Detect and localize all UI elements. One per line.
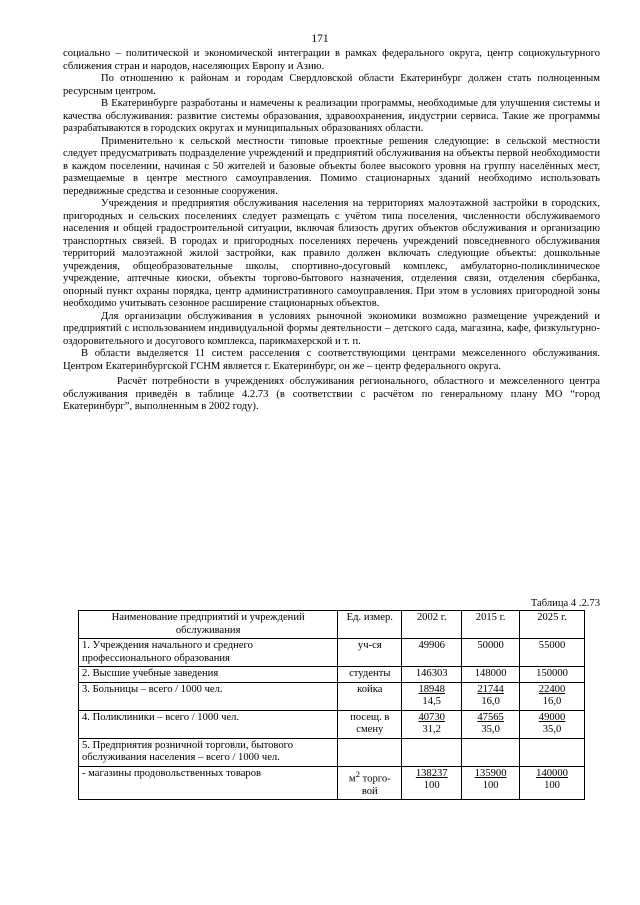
- value-total: 18948: [418, 683, 445, 695]
- header-2002: 2002 г.: [402, 611, 462, 639]
- unit-superscript: 2: [355, 768, 361, 779]
- value-2025: [520, 682, 585, 710]
- value-total: 140000: [536, 767, 568, 779]
- value-total: 135900: [474, 767, 507, 779]
- header-2025: 2025 г.: [520, 611, 585, 639]
- row-unit: [338, 738, 402, 766]
- value-2025: [520, 710, 585, 738]
- paragraph: В Екатеринбурге разработаны и намечены к реализации программы, необходимые для улучшения системы и качества обслуживания: развитие системы образования, здравоохранения, индустрии сервиса. Такие же программы разрабатываются в городских округах и муниципальных образованиях области.: [63, 98, 600, 134]
- unit-base: м: [348, 773, 356, 785]
- table-row: [79, 682, 585, 710]
- value-2002: 49906: [402, 639, 462, 667]
- row-unit: студенты: [338, 667, 402, 683]
- table-caption: Таблица 4 .2.73: [530, 598, 600, 609]
- row-name: 2. Высшие учебные заведения: [79, 667, 338, 683]
- value-2015: 148000: [462, 667, 520, 683]
- value-total: 49000: [538, 711, 566, 723]
- value-per-1000: 100: [482, 780, 499, 791]
- paragraph: Для организации обслуживания в условиях рыночной экономики возможно размещение учреждений и предприятий с использованием индивидуальной формы деятельности – детского сада, магазина, кафе, физкультурно-оздоровительного и досугового комплекса, парикмахерской и т. п.: [63, 310, 600, 347]
- paragraph: В области выделяется 11 систем расселения с соответствующими центрами межселенного обслуживания. Центром Екатеринбургской ГСНМ является г. Екатеринбург, он же – центр федерального округа.: [63, 348, 600, 372]
- value-per-1000: 35,0: [481, 724, 500, 735]
- value-per-1000: 16,0: [542, 696, 562, 707]
- value-per-1000: 35,0: [542, 724, 562, 735]
- paragraph: социально – политической и экономической интеграции в рамках федерального округа, центр социокультурного сближения стран и народов, населяющих Европу и Азию.: [63, 48, 600, 72]
- value-2025: 150000: [520, 667, 585, 683]
- row-name: 1. Учреждения начального и среднего профессионального образования: [79, 639, 338, 667]
- table-row: [79, 738, 585, 766]
- value-per-1000: 14,5: [422, 696, 441, 707]
- value-total: 40730: [418, 711, 445, 723]
- table-row: [79, 766, 585, 800]
- value-2025: [520, 766, 585, 800]
- table-row: [79, 667, 585, 683]
- paragraph: По отношению к районам и городам Свердловской области Екатеринбург должен стать полноценным ресурсным центром.: [63, 73, 600, 97]
- row-name: 5. Предприятия розничной торговли, бытового обслуживания населения – всего / 1000 чел.: [79, 738, 338, 766]
- unit-rest: торго-вой: [360, 773, 391, 797]
- row-unit: посещ. в смену: [338, 710, 402, 738]
- value-total: 21744: [477, 683, 504, 695]
- paragraph: Применительно к сельской местности типовые проектные решения следующие: в сельской местности следует предусматривать подразделение учреждений и предприятий обслуживания на объекты первой необходимости в каждом поселении, начиная с 50 жителей и базовые объекты более высокого уровня на группу населённых мест, размещаемые в центре местного самоуправления. Помимо стационарных зданий необходимо использовать передвижные средства и сезонные сооружения.: [63, 135, 600, 197]
- table-row: [79, 639, 585, 667]
- value-2002: [402, 682, 462, 710]
- header-unit: Ед. измер.: [338, 611, 402, 639]
- value-2002: [402, 710, 462, 738]
- value-2015: [462, 710, 520, 738]
- value-2002: 146303: [402, 667, 462, 683]
- body-text: [63, 48, 600, 414]
- value-per-1000: 100: [423, 780, 440, 791]
- value-2002: [402, 766, 462, 800]
- value-2015: 50000: [462, 639, 520, 667]
- value-per-1000: 31,2: [422, 724, 441, 735]
- row-unit: уч-ся: [338, 639, 402, 667]
- value-total: 47565: [477, 711, 504, 723]
- header-name: Наименование предприятий и учреждений обслуживания: [79, 611, 338, 639]
- value-2025: [520, 738, 585, 766]
- paragraph: Расчёт потребности в учреждениях обслуживания регионального, областного и межселенного центра обслуживания приведён в таблице 4.2.73 (в соответствии с расчётом по генеральному плану МО “город Екатеринбург”, выполненным в 2002 году).: [63, 376, 600, 412]
- table-row: [79, 710, 585, 738]
- value-2002: [402, 738, 462, 766]
- value-2015: [462, 766, 520, 800]
- row-unit: койка: [338, 682, 402, 710]
- page-number: 171: [311, 33, 329, 45]
- value-total: 138237: [415, 767, 448, 779]
- value-per-1000: 100: [544, 780, 560, 791]
- paragraph: Учреждения и предприятия обслуживания населения на территориях малоэтажной застройки в городских, пригородных и сельских поселениях следует размещать с учётом типа поселения, численности обслуживаемого населения и общей градостроительной ситуации, включая близость других объектов обслуживания и организацию транспортных связей. В городах и пригородных поселениях перечень учреждений повседневного обслуживания территорий малоэтажной жилой застройки, как правило должен включать следующие объекты: дошкольные учреждения, общеобразовательные школы, спортивно-досуговый комплекс, амбулаторно-поликлиническое учреждение, аптечные киоски, объекты торгово-бытового назначения, отделения связи, отделения сбербанка, опорный пункт охраны порядка, центр административного самоуправления. При этом в условиях пригородной зоны необходимо учитывать сезонное расширение стационарных объектов.: [63, 198, 600, 309]
- table-header-row: [79, 611, 585, 639]
- services-table: [78, 610, 585, 800]
- value-2025: 55000: [520, 639, 585, 667]
- row-name: 3. Больницы – всего / 1000 чел.: [79, 682, 338, 710]
- value-total: 22400: [538, 683, 566, 695]
- row-unit: [338, 766, 402, 800]
- value-2015: [462, 682, 520, 710]
- value-2015: [462, 738, 520, 766]
- header-2015: 2015 г.: [462, 611, 520, 639]
- value-per-1000: 16,0: [481, 696, 500, 707]
- row-name: - магазины продовольственных товаров: [79, 766, 338, 800]
- row-name: 4. Поликлиники – всего / 1000 чел.: [79, 710, 338, 738]
